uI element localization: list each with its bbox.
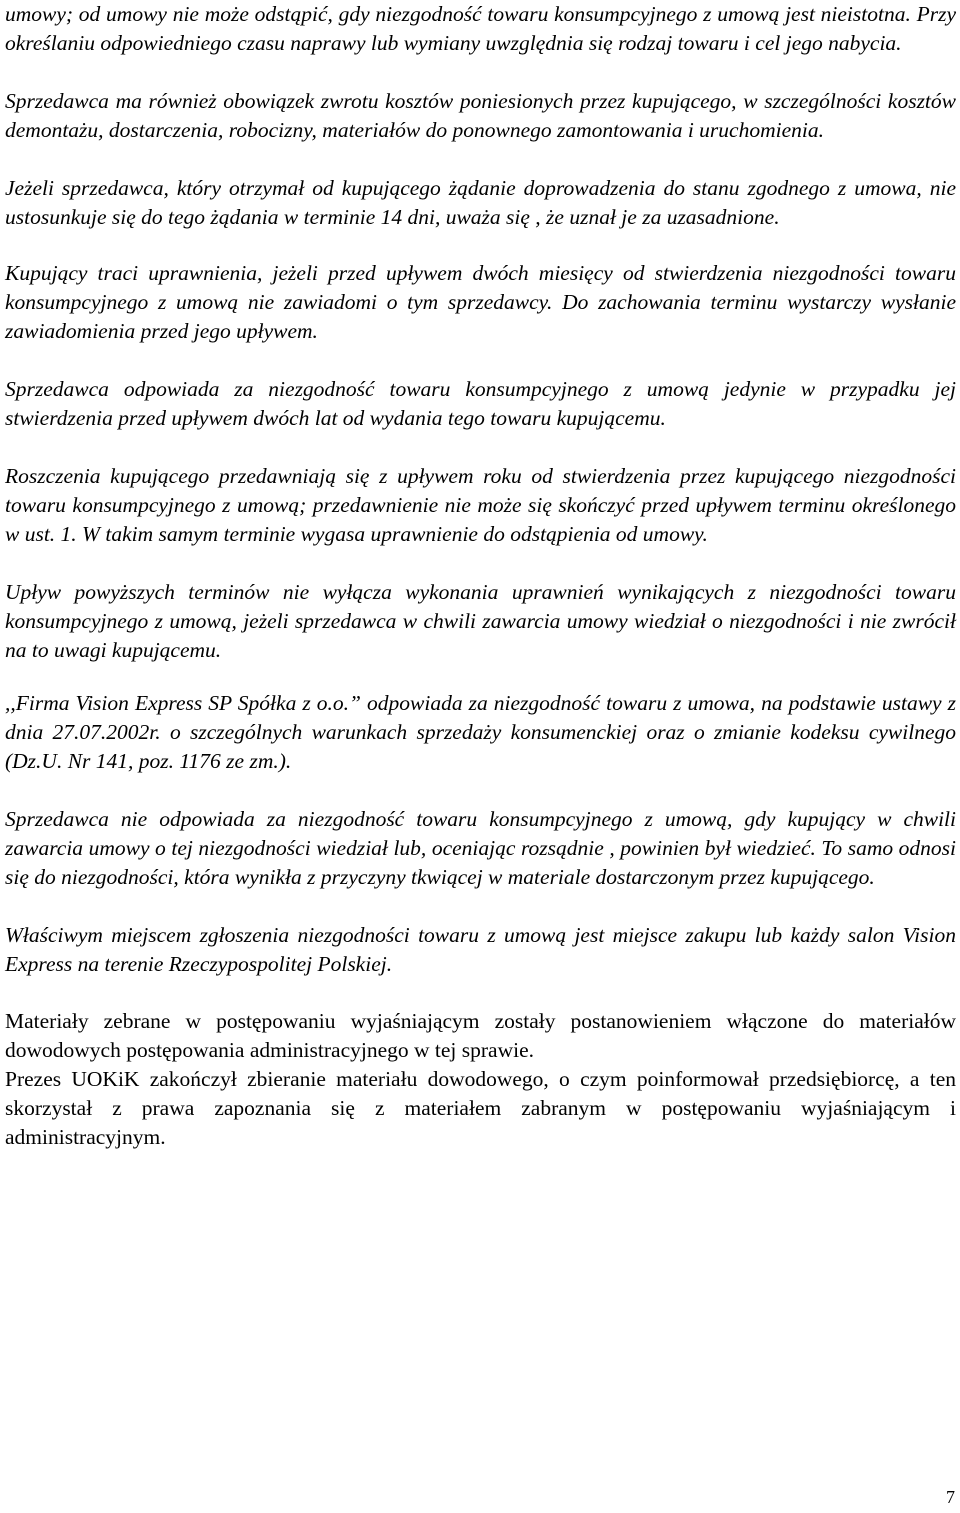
paragraph-evidence-materials: Materiały zebrane w postępowaniu wyjaśniającym zostały postanowieniem włączone do materiałów dowodowych postępowania administracyjnego w tej sprawie.	[5, 1009, 956, 1062]
page-number: 7	[946, 1487, 955, 1507]
paragraph-two-year-liability: Sprzedawca odpowiada za niezgodność towaru konsumpcyjnego z umową jedynie w przypadku jej stwierdzenia przed upływem dwóch lat od wydania tego towaru kupującemu.	[5, 377, 956, 430]
paragraph-claims-limitation: Roszczenia kupującego przedawniają się z upływem roku od stwierdzenia przez kupującego niezgodności towaru konsumpcyjnego z umową; przedawnienie nie może się skończyć przed upływem terminu określonego w ust. 1. W takim samym terminie wygasa uprawnienie do odstąpienia od umowy.	[5, 464, 956, 546]
paragraph-spacer	[5, 58, 956, 87]
paragraph-uokik-conclusion: Prezes UOKiK zakończył zbieranie materiału dowodowego, o czym poinformował przedsiębiorcę, a ten skorzystał z prawa zapoznania się z materiałem zabranym w postępowaniu wyjaśniającym i administracyjnym.	[5, 1067, 956, 1149]
paragraph-spacer	[5, 776, 956, 805]
paragraph-spacer	[5, 979, 956, 1007]
paragraph-remedy-terms: umowy; od umowy nie może odstąpić, gdy niezgodność towaru konsumpcyjnego z umową jest nieistotna. Przy określaniu odpowiedniego czasu naprawy lub wymiany uwzględnia się rodzaj towaru i cel jego nabycia.	[5, 2, 956, 55]
paragraph-spacer	[5, 346, 956, 375]
paragraph-cost-refund: Sprzedawca ma również obowiązek zwrotu kosztów poniesionych przez kupującego, w szczególności kosztów demontażu, dostarczenia, robocizny, materiałów do ponownego zamontowania i uruchomienia.	[5, 89, 956, 142]
paragraph-notification-deadline: Kupujący traci uprawnienia, jeżeli przed upływem dwóch miesięcy od stwierdzenia niezgodności towaru konsumpcyjnego z umową nie zawiadomi o tym sprzedawcy. Do zachowania terminu wystarczy wysłanie zawiadomienia przed jego upływem.	[5, 261, 956, 343]
paragraph-spacer	[5, 145, 956, 174]
paragraph-consumer-info: ,,Firma Vision Express SP Spółka z o.o.” odpowiada za niezgodność towaru z umowa, na podstawie ustawy z dnia 27.07.2002r. o szczególnych warunkach sprzedaży konsumenckiej oraz o zmianie kodeksu cywilnego (Dz.U. Nr 141, poz. 1176 ze zm.).	[5, 691, 956, 773]
paragraph-spacer	[5, 549, 956, 578]
paragraph-spacer	[5, 433, 956, 462]
paragraph-spacer	[5, 665, 956, 689]
paragraph-14-day-response: Jeżeli sprzedawca, który otrzymał od kupującego żądanie doprowadzenia do stanu zgodnego z umowa, nie ustosunkuje się do tego żądania w terminie 14 dni, uważa się , że uznał je za uzasadnione.	[5, 176, 956, 229]
paragraph-terms-exception: Upływ powyższych terminów nie wyłącza wykonania uprawnień wynikających z niezgodności towaru konsumpcyjnego z umową, jeżeli sprzedawca w chwili zawarcia umowy wiedział o niezgodności i nie zwrócił na to uwagi kupującemu.	[5, 580, 956, 662]
paragraph-complaint-place: Właściwym miejscem zgłoszenia niezgodności towaru z umową jest miejsce zakupu lub każdy salon Vision Express na terenie Rzeczypospolitej Polskiej.	[5, 923, 956, 976]
paragraph-spacer	[5, 232, 956, 259]
paragraph-no-liability: Sprzedawca nie odpowiada za niezgodność towaru konsumpcyjnego z umową, gdy kupujący w chwili zawarcia umowy o tej niezgodności wiedział lub, oceniając rozsądnie , powinien był wiedzieć. To samo odnosi się do niezgodności, która wynikła z przyczyny tkwiącej w materiale dostarczonym przez kupującego.	[5, 807, 956, 889]
document-page	[5, 0, 956, 1152]
paragraph-spacer	[5, 892, 956, 921]
